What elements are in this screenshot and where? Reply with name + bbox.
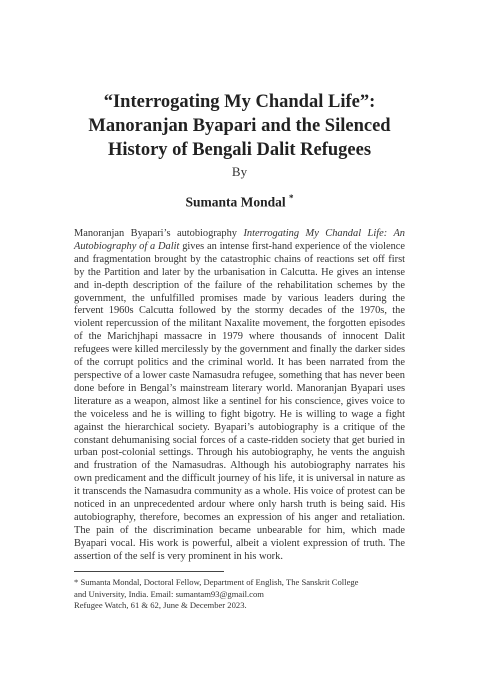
author-name-text: Sumanta Mondal [185,194,286,210]
body-paragraph [74,228,405,564]
title-line-1: “Interrogating My Chandal Life”: [103,92,376,112]
footnote-line-2: and University, India. Email: sumantam93@gmail.com [74,588,264,599]
title-line-3: History of Bengali Dalit Refugees [107,140,372,160]
title-line-2: Manoranjan Byapari and the Silenced [88,116,391,136]
body-intro: Manoranjan Byapari’s autobiography [74,228,244,239]
article-title [40,90,439,162]
footnote-line-3: Refugee Watch, 61 & 62, June & December 2023. [74,600,247,610]
footnote-divider [74,571,224,572]
author-name [0,193,479,211]
byline: By [231,164,248,179]
footnote-line-1: * Sumanta Mondal, Doctoral Fellow, Department of English, The Sanskrit College [74,577,359,587]
book-title: Interrogating My Chandal Life: An Autobiography of a Dalit [74,228,405,252]
author-footnote-marker: * [289,193,294,203]
body-text: gives an intense first-hand experience of the violence and fragmentation brought by the catastrophic chains of reactions set off first by the Partition and later by the urbanisation in Calcutta. He gives an intense and in-depth description of the failure of the rehabilitation schemes by the government, the unfulfilled promises made by various leaders during the fervent 1960s Calcutta followed by the stormy decades of the 1970s, the violent repercussion of the militant Naxalite movement, the forgotten episodes of the Marichjhapi massacre in 1979 where thousands of innocent Dalit refugees were killed mercilessly by the government and finally the darker sides of the corrupt politics and the criminal world. It has been narrated from the perspective of a lower caste Namasudra refugee, something that has never been done before in Bengal’s mainstream literary world. Manoranjan Byapari uses literature as a weapon, almost like a sentinel for his conscience, gives voice to the voiceless and he is willing to fight bigotry. He is willing to wage a fight against the hierarchical society. Byapari’s autobiography is a critique of the constant dehumanising social forces of a caste-ridden society that get buried in urban post-colonial settings. Through his autobiography, he vents the anguish and frustration of the Namasudras. Although his autobiography narrates his own predicament and the difficult journey of his life, it is universal in nature as it transcends the Namasudra community as a whole. His voice of protest can be noticed in an unprecedented ardour where only harsh truth is being said. His autobiography, therefore, becomes an expression of his anger and retaliation. The pain of the discrimination became unbearable for him, which made Byapari vocal. His work is powerful, albeit a violent expression of truth. The assertion of the self is very prominent in his work. [74,240,405,562]
footnote [74,577,405,612]
